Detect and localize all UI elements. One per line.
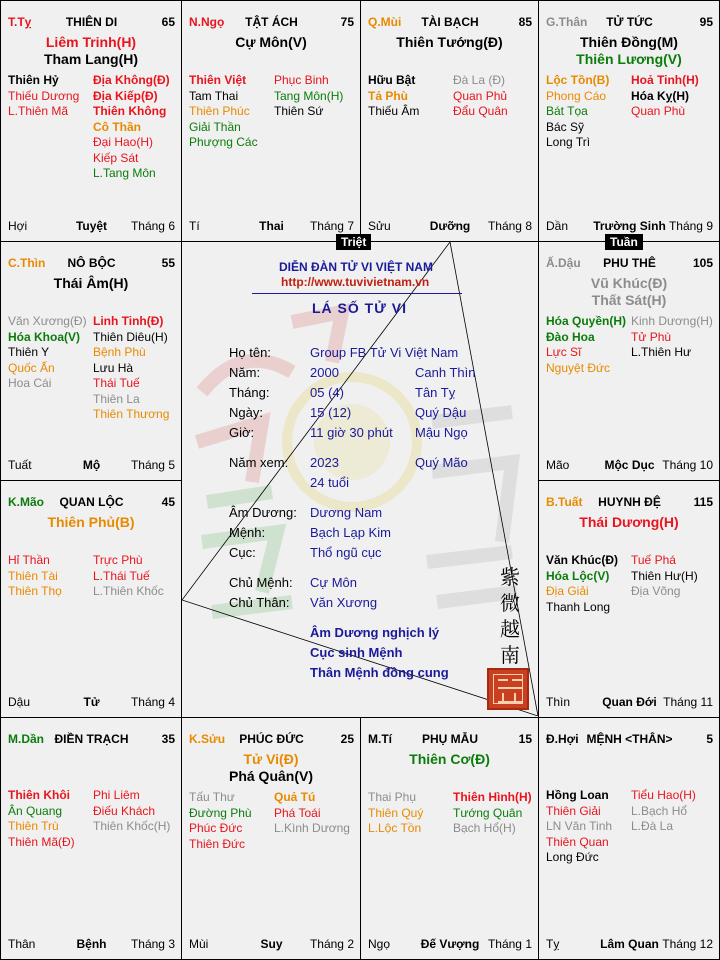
label-ho-ten: Họ tên: [229,345,271,360]
palace-name: THIÊN DI [65,15,118,29]
minor-star: Hoả Tinh(H) [631,73,699,87]
main-star: Thiên Cơ(Đ) [409,751,490,767]
minor-star: Nguyệt Đức [546,360,611,375]
minor-star: Đẩu Quân [453,104,508,118]
palace-name: NÔ BỘC [67,256,116,270]
palace-name: QUAN LỘC [59,495,124,509]
value-chu-menh: Cự Môn [310,575,357,590]
minor-star: Thai Phụ [368,790,417,804]
value-nam-xem: 2023 [310,455,339,470]
minor-star: Bạch Hổ(H) [453,821,516,835]
minor-star: Bệnh Phù [93,345,146,359]
minor-star: L.Thiên Mã [8,104,69,118]
note-2: Cục sinh Mệnh [310,645,403,660]
palace-branch: Hợi [8,219,28,233]
palace-header [8,732,175,746]
vertical-char-4: 南 [500,643,520,667]
palace-name: PHÚC ĐỨC [239,732,304,746]
palace-month: Tháng 5 [130,458,175,472]
main-star: Phá Quân(V) [228,768,313,784]
minor-star: Thiên Mã(Đ) [8,834,75,849]
palace-branch: Tí [189,219,200,233]
minor-star: LN Văn Tinh [546,819,613,833]
palace-no-boc [0,241,182,481]
palace-footer [546,937,713,951]
value-menh: Bạch Lạp Kim [310,525,391,540]
palace-age: 85 [518,15,532,29]
value-cuc: Thổ ngũ cục [310,545,382,560]
palace-month: Tháng 3 [130,937,175,951]
palace-stage: Tử [83,695,100,709]
minor-star: Thiên Phúc [189,104,250,118]
note-1: Âm Dương nghịch lý [310,625,440,640]
minor-star: Lực Sĩ [546,345,582,359]
minor-star: Thanh Long [546,599,611,614]
palace-branch: Thân [8,937,36,951]
palace-branch: Mùi [189,937,209,951]
minor-star: Thiên Trù [8,819,59,833]
minor-star: Thiên Thương [93,407,170,421]
palace-footer [189,219,354,233]
minor-star: Văn Khúc(Đ) [546,553,618,567]
minor-star: Địa Giải [546,584,589,598]
minor-star: Phá Toái [274,805,321,820]
palace-footer [8,219,175,233]
minor-star: Địa Kiếp(Đ) [93,88,158,103]
minor-star: Đào Hoa [546,329,595,344]
value-thang-can: Tân Tỵ [415,385,456,400]
minor-star: Giải Thần [189,119,241,134]
main-star: Cự Môn(V) [235,34,307,50]
palace-month: Tháng 4 [130,695,175,709]
minor-star: Bát Tọa [546,104,588,118]
right-star-column [631,788,696,835]
palace-huynh-de [538,480,720,718]
chart-title: LÁ SỐ TỬ VI [312,300,407,316]
palace-can-chi: K.Mão [8,495,44,509]
value-gio-can: Mậu Ngọ [415,425,468,440]
main-star: Thái Âm(H) [53,275,129,291]
minor-star: Bác Sỹ [546,119,585,134]
palace-month: Tháng 8 [487,219,532,233]
palace-can-chi: Ấ.Dậu [546,256,581,270]
minor-star: L.Thiên Hư [631,345,692,359]
main-star: Tham Lang(H) [43,51,139,67]
minor-star: Cô Thần [93,119,141,134]
minor-star: Quả Tú [274,790,316,804]
value-ngay-can: Quý Dậu [415,405,467,420]
minor-star: Phi Liêm [93,788,140,802]
palace-month: Tháng 6 [130,219,175,233]
minor-star: L.Kình Dương [274,821,350,835]
palace-age: 15 [518,732,532,746]
palace-can-chi: N.Ngọ [189,15,225,29]
minor-star: Thiên Khốc(H) [93,819,171,833]
minor-star: Lưu Hà [93,360,134,375]
minor-star: Phượng Các [189,135,258,149]
palace-branch: Tuất [8,458,32,472]
minor-star: Linh Tinh(Đ) [93,314,164,328]
minor-star: Địa Võng [631,584,681,598]
vertical-char-2: 微 [500,591,520,615]
palace-name: TỬ TỨC [606,15,653,29]
minor-star: Thiếu Dương [8,88,80,103]
minor-star: Thiên Việt [189,73,247,87]
palace-month: Tháng 2 [309,937,354,951]
left-star-column [8,553,62,600]
main-star: Liêm Trinh(H) [45,34,137,50]
palace-month: Tháng 12 [662,937,713,951]
minor-star: Hoa Cái [8,376,52,390]
palace-phu-mau [360,717,539,960]
palace-branch: Mão [546,458,570,472]
minor-star: Hữu Bật [368,73,416,87]
value-chu-than: Văn Xương [310,595,378,610]
minor-star: Tướng Quân [453,805,523,820]
minor-star: Địa Không(Đ) [93,73,170,87]
left-star-column [546,314,626,376]
red-seal-stamp [487,668,529,710]
palace-month: Tháng 11 [663,695,713,709]
minor-star: Hóa Kỵ(H) [631,88,690,103]
minor-star: L.Tang Môn [93,166,156,180]
palace-age: 55 [161,256,175,270]
palace-age: 5 [706,732,713,746]
palace-can-chi: B.Tuất [546,495,583,509]
main-star: Tử Vi(Đ) [243,751,299,767]
right-star-column [631,73,699,120]
palace-name: MỆNH <THÂN> [586,732,673,746]
palace-header [189,732,354,746]
left-star-column [546,73,609,151]
palace-month: Tháng 9 [668,219,713,233]
center-info-panel [182,242,538,716]
value-ho-ten: Group FB Tử Vi Việt Nam [310,345,459,360]
right-star-column [453,73,508,120]
minor-star: Hóa Quyền(H) [546,314,627,328]
palace-branch: Sửu [368,219,391,233]
minor-star: Thiên Quý [368,805,424,820]
palace-name: HUYNH ĐỆ [598,495,661,509]
value-tuoi: 24 tuổi [310,475,350,490]
label-chu-menh: Chủ Mệnh: [229,575,293,590]
palace-footer [546,695,713,709]
minor-star: Long Đức [546,850,599,864]
palace-can-chi: M.Tí [368,732,392,746]
palace-menh [538,717,720,960]
palace-phuc-duc [181,717,361,960]
palace-stage: Tuyệt [75,219,108,233]
left-star-column [546,788,612,866]
palace-header [368,15,532,29]
palace-phu-the [538,241,720,481]
palace-name: TÀI BẠCH [421,15,479,29]
main-star: Thiên Lương(V) [576,51,682,67]
minor-star: Quan Phủ [453,88,508,103]
minor-star: Thiên Hư(H) [631,568,698,583]
minor-star: Hồng Loan [546,788,609,802]
palace-stage: Bệnh [76,937,107,951]
palace-header [189,15,354,29]
palace-name: PHU THÊ [603,256,656,270]
minor-star: Quốc Ấn [8,360,55,375]
left-star-column [189,73,258,151]
palace-age: 35 [161,732,175,746]
palace-stage: Mộc Dục [604,458,655,472]
minor-star: Phục Binh [274,73,329,87]
palace-month: Tháng 7 [309,219,354,233]
minor-star: Ân Quang [8,803,63,818]
minor-star: Thiên Quan [546,834,609,849]
palace-month: Tháng 10 [662,458,713,472]
minor-star: Thiên Hỷ [8,73,59,87]
value-nam-can: Canh Thìn [415,365,476,380]
label-am-duong: Âm Dương: [229,505,297,520]
minor-star: Hóa Lộc(V) [546,568,610,583]
title-underline [252,293,462,294]
minor-star: Thiên Khôi [8,788,70,802]
palace-footer [368,219,532,233]
palace-footer [8,458,175,472]
minor-star: Kinh Dương(H) [631,314,713,328]
minor-star: Phong Cáo [546,88,607,103]
left-star-column [189,790,252,852]
palace-name: TẬT ÁCH [245,15,298,29]
minor-star: Hóa Khoa(V) [8,329,80,344]
palace-age: 65 [161,15,175,29]
palace-branch: Dậu [8,695,31,709]
main-star: Thiên Tướng(Đ) [396,34,503,50]
label-thang: Tháng: [229,385,270,400]
minor-star: Tang Môn(H) [274,88,344,103]
minor-star: Điếu Khách [93,803,156,818]
palace-stage: Quan Đới [602,695,657,709]
minor-star: Lộc Tồn(B) [546,73,610,87]
minor-star: Thiên Tài [8,568,58,583]
palace-stage: Dưỡng [429,219,471,233]
right-star-column [93,788,170,835]
minor-star: L.Đà La [631,819,674,833]
palace-branch: Dần [546,219,569,233]
minor-star: Hỉ Thần [8,553,50,567]
palace-branch: Thìn [546,695,571,709]
minor-star: L.Thái Tuế [93,568,150,583]
palace-footer [546,458,713,472]
minor-star: Trực Phù [93,553,143,567]
palace-dien-trach [0,717,182,960]
minor-star: L.Thiên Khốc [93,584,164,598]
minor-star: Thiên Không [93,104,167,118]
palace-name: ĐIỀN TRẠCH [54,732,129,746]
vertical-char-3: 越 [500,617,520,641]
minor-star: Phúc Đức [189,821,243,835]
minor-star: Long Trì [546,135,591,149]
palace-can-chi: M.Dần [8,732,44,746]
minor-star: Thiên Hình(H) [453,790,532,804]
palace-footer [8,695,175,709]
label-gio: Giờ: [229,425,255,440]
palace-age: 115 [693,495,713,509]
right-star-column [93,73,170,182]
label-cuc: Cục: [229,545,256,560]
minor-star: Tấu Thư [189,790,235,804]
palace-age: 75 [340,15,354,29]
palace-tat-ach [181,0,361,242]
minor-star: Tiểu Hao(H) [631,788,696,802]
value-am-duong: Dương Nam [310,505,383,520]
palace-can-chi: Đ.Hợi [546,732,579,746]
palace-stage: Suy [260,937,283,951]
value-gio: 11 giờ 30 phút [310,425,393,440]
main-star: Thất Sát(H) [591,292,667,308]
palace-can-chi: Q.Mùi [368,15,402,29]
left-star-column [8,73,79,120]
palace-header [8,256,175,270]
right-star-column [274,790,350,837]
palace-header [546,15,713,29]
label-menh: Mệnh: [229,525,266,540]
palace-header [368,732,532,746]
minor-star: Thiên Giải [546,803,601,818]
right-star-column [453,790,532,837]
minor-star: Thiên Y [8,345,50,359]
minor-star: Đại Hao(H) [93,135,154,149]
minor-star: Thiên Sứ [274,104,324,118]
palace-can-chi: K.Sửu [189,732,226,746]
palace-header [8,15,175,29]
label-nam: Năm: [229,365,261,380]
note-3: Thân Mệnh đồng cung [310,665,449,680]
palace-header [546,732,713,746]
palace-age: 95 [699,15,713,29]
right-star-column [274,73,343,120]
forum-url[interactable]: http://www.tuvivietnam.vn [281,275,430,289]
palace-header [546,256,713,270]
right-star-column [631,314,713,361]
minor-star: Đường Phù [189,805,252,820]
label-nam-xem: Năm xem: [229,455,289,470]
palace-footer [368,937,532,951]
forum-title: DIỄN ĐÀN TỬ VI VIỆT NAM [279,260,433,274]
palace-footer [546,219,713,233]
left-star-column [368,73,419,120]
palace-name: PHỤ MẪU [422,732,478,746]
minor-star: Tam Thai [189,88,239,103]
palace-can-chi: T.Tỵ [8,15,32,29]
main-star: Vũ Khúc(Đ) [590,275,668,291]
palace-stage: Thai [259,219,284,233]
palace-tu-tuc [538,0,720,242]
palace-quan-loc [0,480,182,718]
value-nam: 2000 [310,365,339,380]
minor-star: Thiên Diêu(H) [93,329,168,344]
palace-branch: Tỵ [546,937,560,951]
minor-star: Thiếu Âm [368,104,420,118]
minor-star: Đà La (Đ) [453,73,506,87]
palace-can-chi: G.Thân [546,15,588,29]
palace-header [546,495,713,509]
label-ngay: Ngày: [229,405,263,420]
minor-star: Tả Phù [368,88,409,103]
triet-marker: Triệt [336,234,371,250]
palace-thien-di [0,0,182,242]
palace-age: 45 [161,495,175,509]
value-thang: 05 (4) [310,385,344,400]
vertical-char-1: 紫 [500,565,520,589]
right-star-column [631,553,698,600]
main-star: Thiên Đồng(M) [580,34,678,50]
palace-footer [189,937,354,951]
value-nam-xem-can: Quý Mão [415,455,468,470]
minor-star: Tử Phù [631,329,672,344]
palace-age: 105 [692,256,713,270]
right-star-column [93,314,169,423]
palace-stage: Mộ [82,458,101,472]
minor-star: Thiên Thọ [8,584,62,598]
palace-tai-bach [360,0,539,242]
minor-star: L.Bạch Hổ [631,803,688,818]
minor-star: Kiếp Sát [93,150,139,165]
palace-stage: Lâm Quan [600,937,659,951]
palace-can-chi: C.Thìn [8,256,46,270]
left-star-column [8,788,75,850]
palace-stage: Trường Sinh [593,219,666,233]
minor-star: Văn Xương(Đ) [8,314,87,328]
palace-header [8,495,175,509]
left-star-column [8,314,87,392]
left-star-column [368,790,423,837]
value-ngay: 15 (12) [310,405,352,420]
minor-star: Thiên Đức [189,836,246,851]
palace-age: 25 [340,732,354,746]
minor-star: Thiên La [93,391,140,406]
minor-star: Quan Phù [631,104,686,118]
left-star-column [546,553,618,615]
label-chu-than: Chủ Thân: [229,595,290,610]
palace-footer [8,937,175,951]
palace-stage: Đế Vượng [420,937,480,951]
main-star: Thiên Phủ(B) [47,514,135,530]
right-star-column [93,553,164,600]
minor-star: Thái Tuế [93,376,140,390]
main-star: Thái Dương(H) [579,514,679,530]
palace-branch: Ngọ [368,937,391,951]
tuan-marker: Tuần [605,234,643,250]
palace-month: Tháng 1 [487,937,532,951]
minor-star: Tuế Phá [631,553,676,567]
minor-star: L.Lộc Tồn [368,821,422,835]
